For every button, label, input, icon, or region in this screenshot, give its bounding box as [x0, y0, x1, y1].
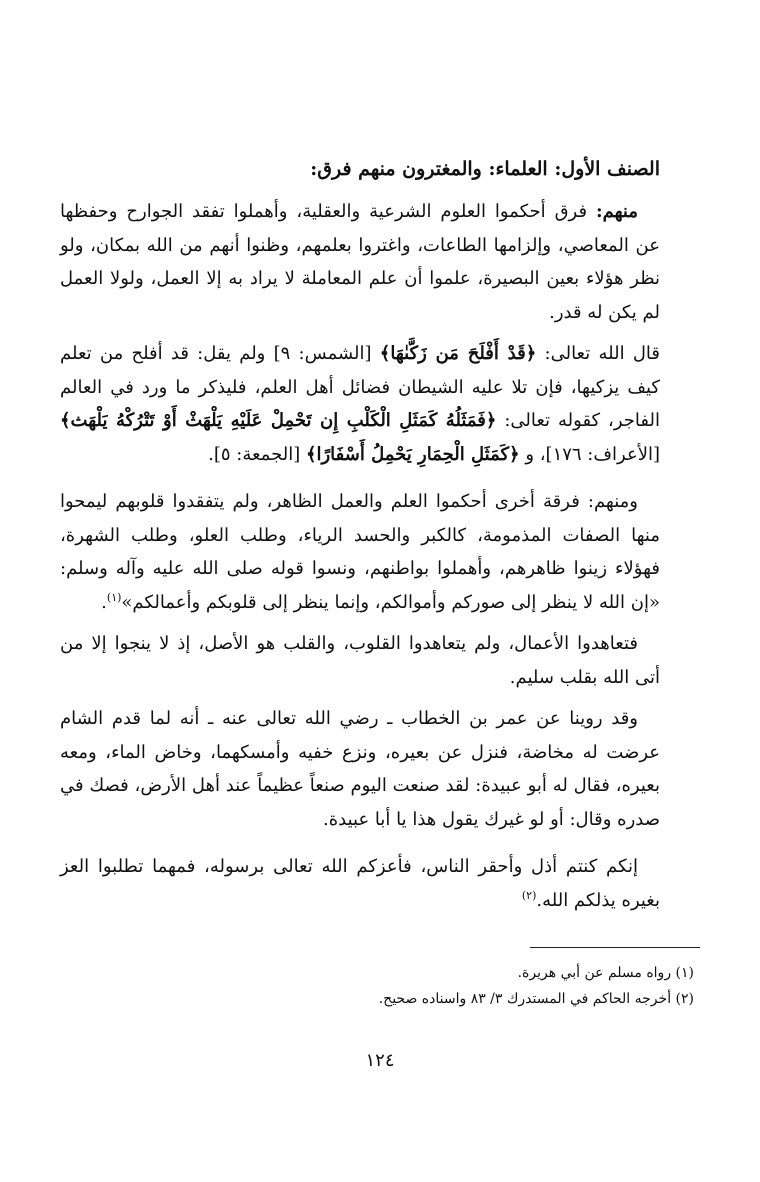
- paragraph-5: وقد روينا عن عمر بن الخطاب ـ رضي الله تعالى عنه ـ أنه لما قدم الشام عرضت له مخاضة، فنزل عن بعيره، ونزع خفيه وأمسكهما، وخاض الماء، ومعه بعيره، فقال له أبو عبيدة: لقد صنعت اليوم صنعاً عظيماً عند أهل الأرض، فصك في صدره وقال: أو لو غيرك يقول هذا يا أبا عبيدة.: [60, 708, 660, 830]
- paragraph-2-b: [الشمس: ٩] ولم يقل: قد أفلح من تعلم كيف يزكيها، فإن تلا عليه الشيطان فضائل أهل العلم، فليذكر ما ورد في العالم الفاجر، كقوله تعالى:: [60, 343, 660, 431]
- paragraph-2-d: [الجمعة: ٥].: [208, 443, 306, 465]
- page-number: ١٢٤: [365, 1050, 395, 1071]
- paragraph-3-end: .: [101, 591, 107, 613]
- paragraph-1-lead: منهم:: [596, 201, 638, 222]
- footnotes: [100, 960, 700, 1012]
- paragraph-2: [60, 337, 660, 471]
- paragraph-6: [60, 850, 660, 917]
- footnote-divider: [530, 947, 700, 948]
- paragraph-1: [60, 195, 660, 329]
- paragraph-4: فتعاهدوا الأعمال، ولم يتعاهدوا القلوب، والقلب هو الأصل، إذ لا ينجوا إلا من أتى الله بقلب سليم.: [60, 633, 660, 688]
- section-heading: الصنف الأول: العلماء: والمغترون منهم فرق:: [310, 158, 660, 180]
- quran-verse-3: ﴿كَمَثَلِ الْحِمَارِ يَحْمِلُ أَسْفَارًا﴾: [305, 443, 520, 465]
- quran-verse-2: ﴿فَمَثَلُهُ كَمَثَلِ الْكَلْبِ إِن تَحْمِلْ عَلَيْهِ يَلْهَثْ أَوْ تَتْرُكْهُ يَلْهَث﴾: [60, 410, 497, 431]
- quran-verse-1: ﴿قَدْ أَفْلَحَ مَن زَكَّىٰهَا﴾: [379, 343, 537, 364]
- paragraph-6-text: إنكم كنتم أذل وأحقر الناس، فأعزكم الله تعالى برسوله، فمهما تطلبوا العز بغيره يذلكم الله.: [60, 856, 660, 911]
- paragraph-3: [60, 485, 660, 619]
- footnote-ref-2: (٢): [521, 888, 537, 902]
- paragraph-3-text: ومنهم: فرقة أخرى أحكموا العلم والعمل الظاهر، ولم يتفقدوا قلوبهم ليمحوا منها الصفات المذمومة، كالكبر والحسد الرياء، وطلب العلو، وطلب الشهرة، فهؤلاء زينوا ظاهرهم، وأهملوا بواطنهم، ونسوا قوله صلى الله عليه وآله وسلم: «إن الله لا ينظر إلى صوركم وأموالكم، وإنما ينظر إلى قلوبكم وأعمالكم»: [60, 491, 660, 613]
- paragraph-2-a: قال الله تعالى:: [536, 343, 660, 364]
- footnote-1: (١) رواه مسلم عن أبي هريرة.: [517, 965, 694, 981]
- footnote-ref-1: (١): [106, 590, 122, 604]
- paragraph-1-text: فرق أحكموا العلوم الشرعية والعقلية، وأهملوا تفقد الجوارح وحفظها عن المعاصي، وإلزامها الطاعات، واغتروا بعلمهم، وظنوا أنهم من الله بمكان، ولو نظر هؤلاء بعين البصيرة، علموا أن علم المعاملة لا يراد به إلا العمل، ولولا العمل لم يكن له قدر.: [60, 201, 660, 323]
- footnote-2: (٢) أخرجه الحاكم في المستدرك ٣/ ٨٣ واسناده صحيح.: [378, 991, 694, 1007]
- paragraph-2-c: [الأعراف: ١٧٦]، و: [519, 443, 660, 465]
